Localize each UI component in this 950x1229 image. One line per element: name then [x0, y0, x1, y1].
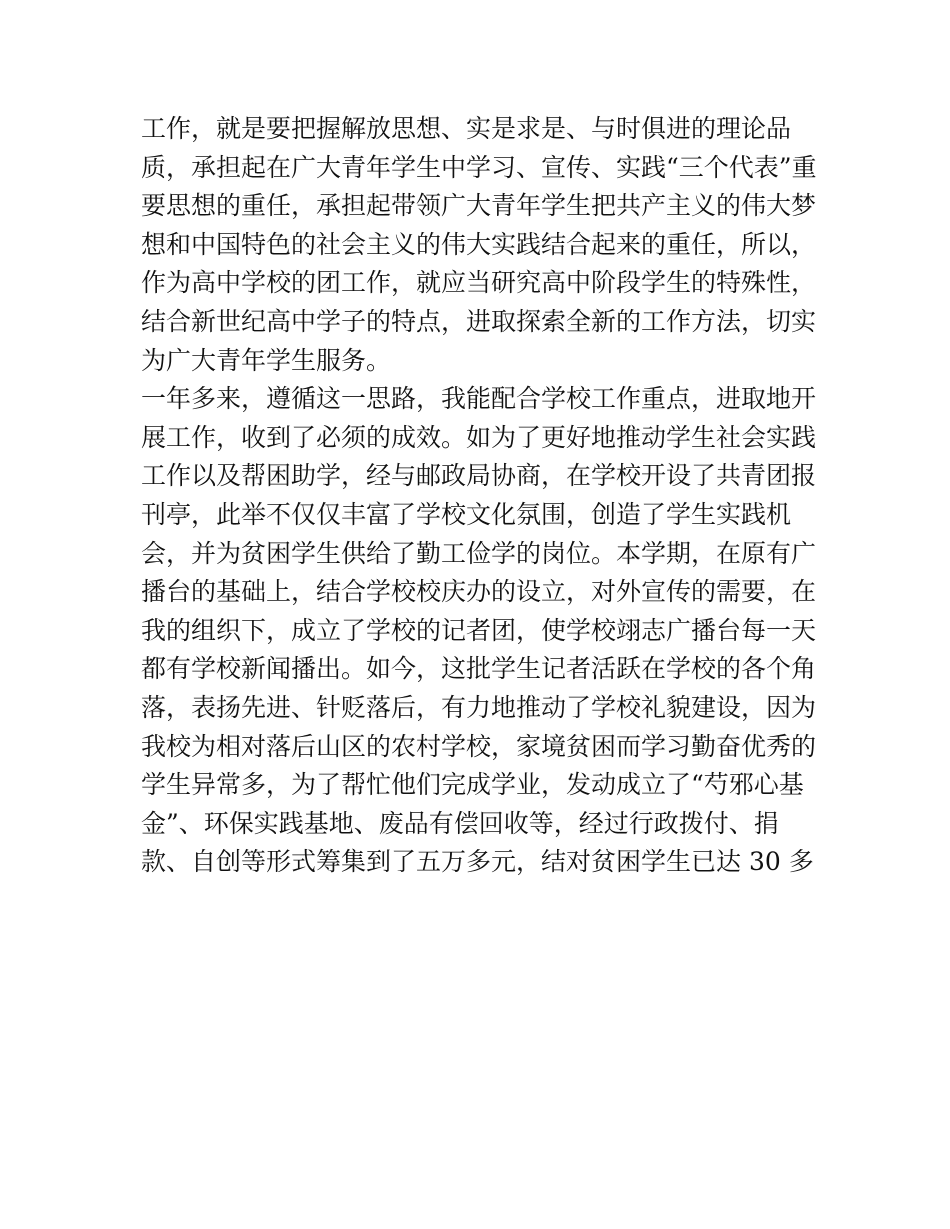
text-line: 刊亭，此举不仅仅丰富了学校文化氛围，创造了学生实践机 [141, 499, 792, 529]
text-line: 落，表扬先进、针贬落后，有力地推动了学校礼貌建设，因为 [141, 692, 817, 722]
text-line: 我校为相对落后山区的农村学校，家境贫困而学习勤奋优秀的 [141, 731, 817, 761]
text-line: 学生异常多，为了帮忙他们完成学业，发动成立了“芍邪心基 [141, 770, 804, 800]
body-text [141, 110, 821, 882]
text-line: 要思想的重任，承担起带领广大青年学生把共产主义的伟大梦 [141, 191, 817, 221]
text-line: 款、自创等形式筹集到了五万多元，结对贫困学生已达 30 多 [141, 847, 814, 877]
text-line: 都有学校新闻播出。如今，这批学生记者活跃在学校的各个角 [141, 654, 817, 684]
text-line: 为广大青年学生服务。 [141, 345, 392, 375]
text-line: 质，承担起在广大青年学生中学习、宣传、实践“三个代表”重 [141, 152, 817, 182]
text-line: 展工作，收到了必须的成效。如为了更好地推动学生社会实践 [141, 422, 817, 452]
text-line: 工作以及帮困助学，经与邮政局协商，在学校开设了共青团报 [141, 461, 817, 491]
text-line: 会，并为贫困学生供给了勤工俭学的岗位。本学期，在原有广 [141, 538, 817, 568]
text-line: 一年多来，遵循这一思路，我能配合学校工作重点，进取地开 [141, 384, 817, 414]
text-line: 想和中国特色的社会主义的伟大实践结合起来的重任，所以， [141, 229, 817, 259]
text-line: 金”、环保实践基地、废品有偿回收等，经过行政拨付、捐 [141, 808, 779, 838]
text-line: 播台的基础上，结合学校校庆办的设立，对外宣传的需要，在 [141, 577, 817, 607]
text-line: 作为高中学校的团工作，就应当研究高中阶段学生的特殊性， [141, 268, 817, 298]
text-line: 结合新世纪高中学子的特点，进取探索全新的工作方法，切实 [141, 306, 817, 336]
text-line: 我的组织下，成立了学校的记者团，使学校翊志广播台每一天 [141, 615, 817, 645]
text-line: 工作，就是要把握解放思想、实是求是、与时俱进的理论品 [141, 114, 792, 143]
